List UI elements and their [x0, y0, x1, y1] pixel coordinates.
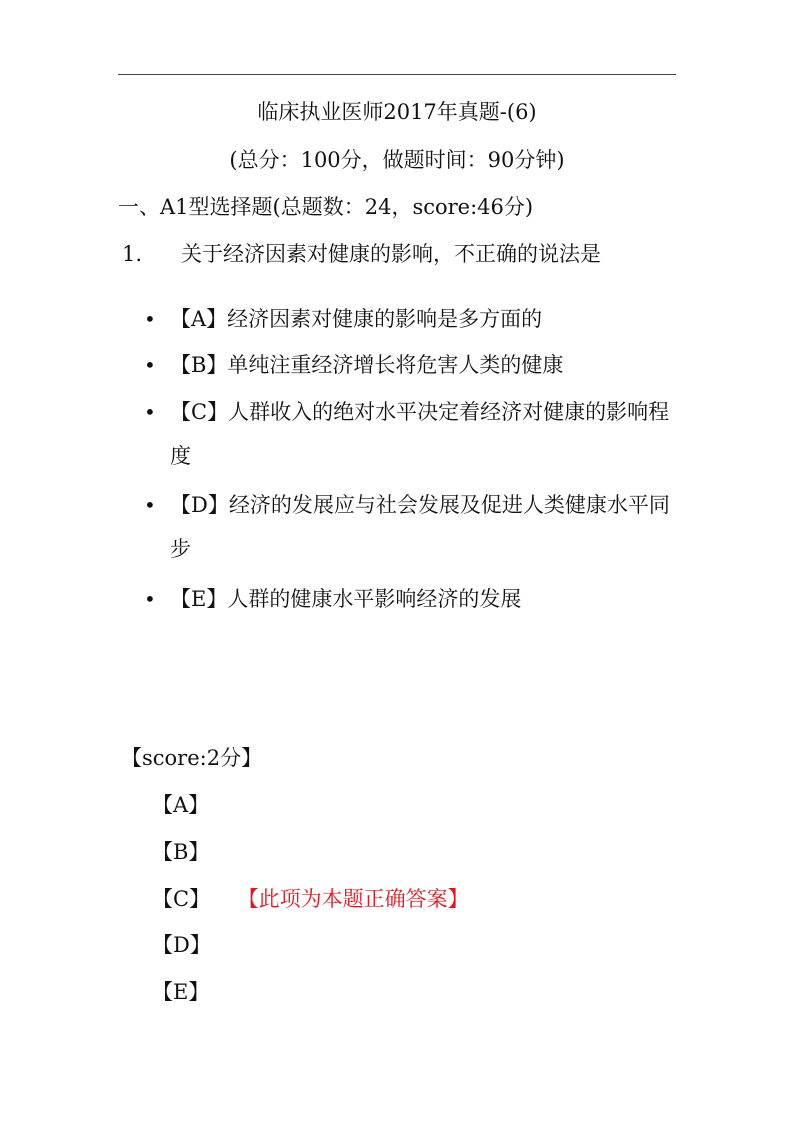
option-d-text: 【D】经济的发展应与社会发展及促进人类健康水平同步 — [170, 493, 670, 561]
option-d — [144, 483, 670, 571]
bullet-icon: • — [144, 493, 156, 517]
answer-row-c — [152, 884, 469, 914]
correct-answer-mark: 【此项为本题正确答案】 — [248, 887, 469, 911]
exam-meta: (总分：100分，做题时间：90分钟) — [229, 148, 565, 172]
answer-label-e: 【E】 — [152, 980, 210, 1004]
option-c-text: 【C】人群收入的绝对水平决定着经济对健康的影响程度 — [170, 400, 670, 468]
question-text: 关于经济因素对健康的影响，不正确的说法是 — [181, 242, 601, 266]
answer-row-d — [152, 930, 211, 960]
option-b — [144, 343, 670, 387]
answer-label-d: 【D】 — [152, 933, 211, 957]
answer-label-c: 【C】 — [152, 887, 211, 911]
bullet-icon: • — [144, 587, 156, 611]
top-rule — [118, 74, 676, 75]
option-c — [144, 390, 670, 478]
score-label: 【score:2分】 — [121, 746, 263, 770]
question-number: 1. — [122, 242, 143, 266]
answer-label-b: 【B】 — [152, 840, 210, 864]
answer-row-a — [152, 790, 209, 820]
option-b-text: 【B】单纯注重经济增长将危害人类的健康 — [170, 353, 564, 377]
option-a — [144, 297, 670, 341]
bullet-icon: • — [144, 353, 156, 377]
bullet-icon: • — [144, 400, 156, 424]
bullet-icon: • — [144, 307, 156, 331]
option-e — [144, 577, 670, 621]
section-heading: 一、A1型选择题(总题数：24，score:46分) — [118, 195, 534, 219]
option-a-text: 【A】经济因素对健康的影响是多方面的 — [170, 307, 543, 331]
option-e-text: 【E】人群的健康水平影响经济的发展 — [170, 587, 522, 611]
answer-label-a: 【A】 — [152, 793, 210, 817]
answer-row-e — [152, 977, 209, 1007]
answer-row-b — [152, 837, 209, 867]
page-title: 临床执业医师2017年真题-(6) — [257, 100, 537, 124]
